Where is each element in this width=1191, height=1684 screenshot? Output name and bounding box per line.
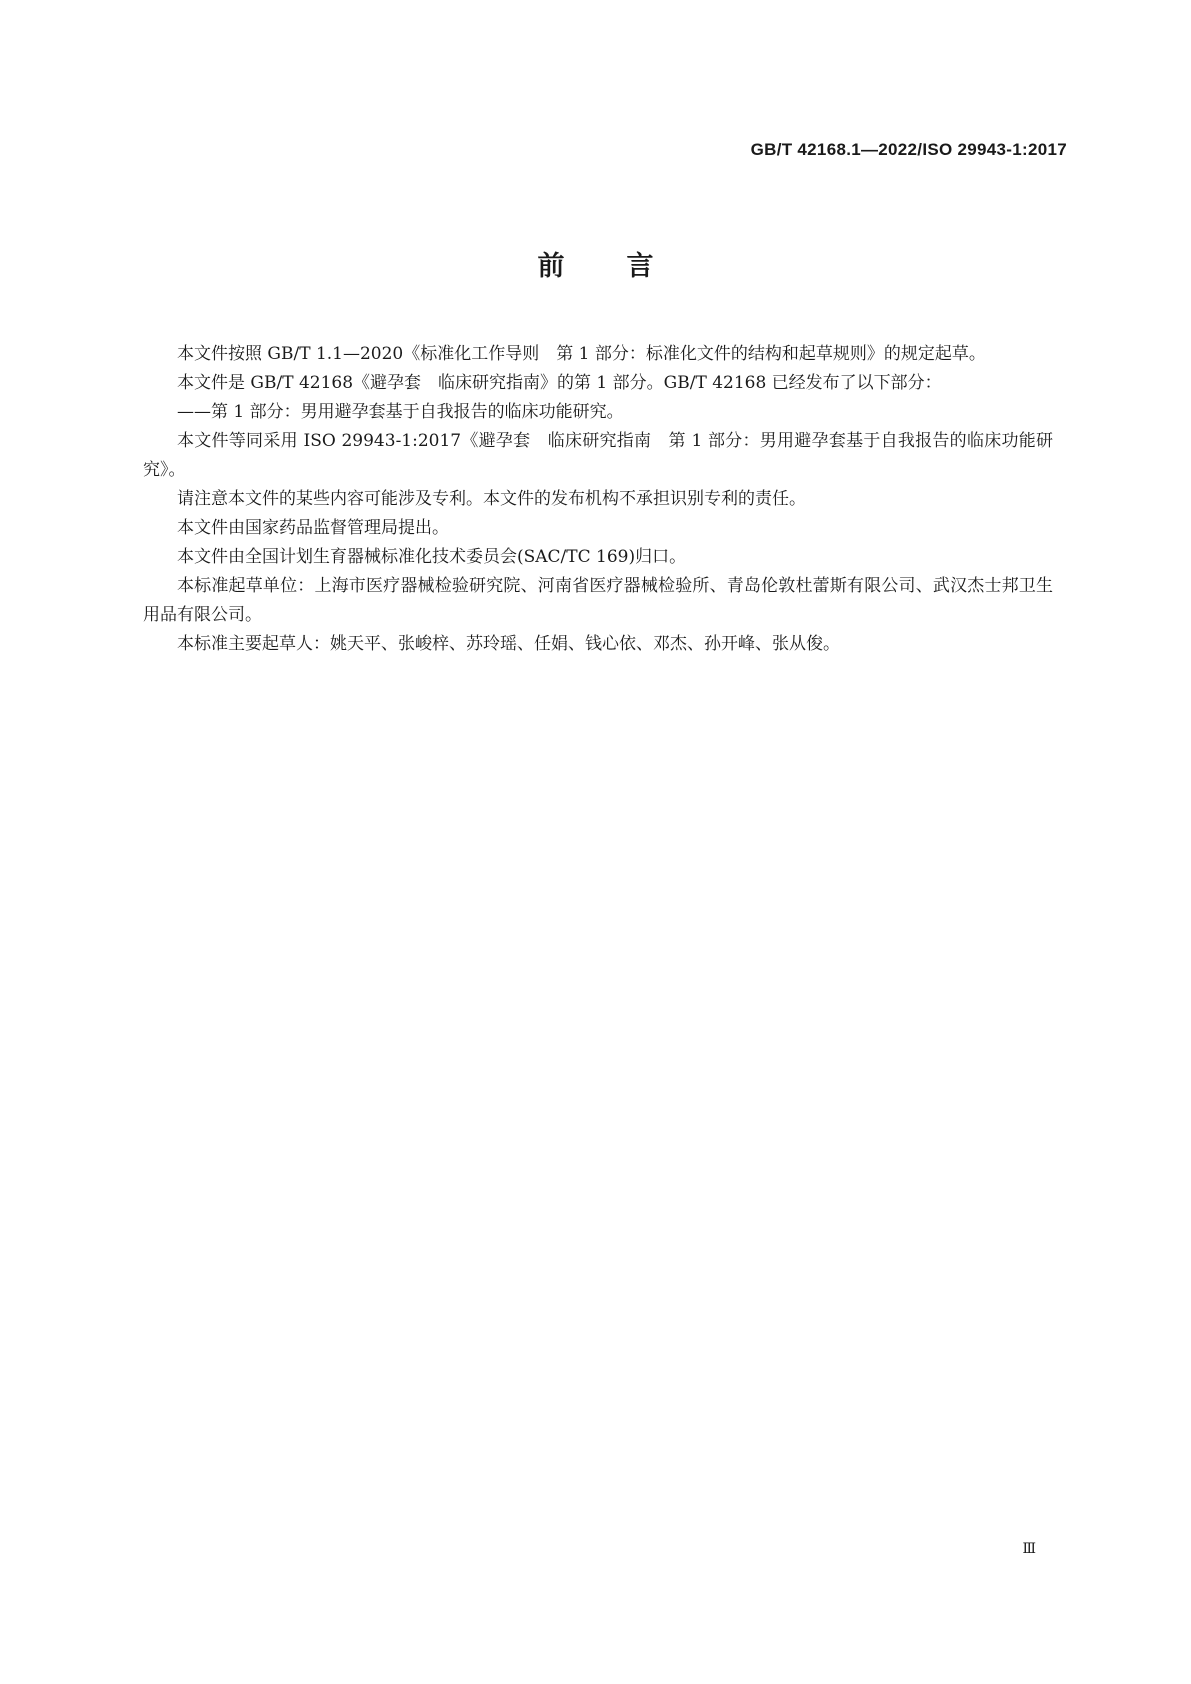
paragraph-drafters: 本标准主要起草人：姚天平、张峻梓、苏玲瑶、任娟、钱心依、邓杰、孙开峰、张从俊。 bbox=[177, 634, 840, 654]
paragraph-drafting-units: 本标准起草单位：上海市医疗器械检验研究院、河南省医疗器械检验所、青岛伦敦杜蕾斯有限公司、武汉杰士邦卫生用品有限公司。 bbox=[143, 576, 1053, 625]
page-title bbox=[0, 244, 1191, 283]
title-char-1: 前 bbox=[537, 251, 565, 282]
title-char-2: 言 bbox=[626, 251, 654, 282]
paragraph-equivalence: 本文件等同采用 ISO 29943-1:2017《避孕套 临床研究指南 第 1 部分：男用避孕套基于自我报告的临床功能研究》。 bbox=[143, 431, 1053, 480]
paragraph-proposer: 本文件由国家药品监督管理局提出。 bbox=[177, 518, 449, 538]
page-number: Ⅲ bbox=[1022, 1541, 1036, 1557]
paragraph-part-list-item: ——第 1 部分：男用避孕套基于自我报告的临床功能研究。 bbox=[177, 402, 624, 422]
paragraph-committee: 本文件由全国计划生育器械标准化技术委员会(SAC/TC 169)归口。 bbox=[177, 547, 687, 567]
foreword-body bbox=[143, 340, 1053, 659]
paragraph-drafting-basis: 本文件按照 GB/T 1.1—2020《标准化工作导则 第 1 部分：标准化文件的结构和起草规则》的规定起草。 bbox=[177, 344, 986, 364]
paragraph-patent-notice: 请注意本文件的某些内容可能涉及专利。本文件的发布机构不承担识别专利的责任。 bbox=[177, 489, 806, 509]
standard-code: GB/T 42168.1—2022/ISO 29943-1:2017 bbox=[750, 140, 1067, 159]
paragraph-series-part: 本文件是 GB/T 42168《避孕套 临床研究指南》的第 1 部分。GB/T 42168 已经发布了以下部分： bbox=[177, 373, 942, 393]
